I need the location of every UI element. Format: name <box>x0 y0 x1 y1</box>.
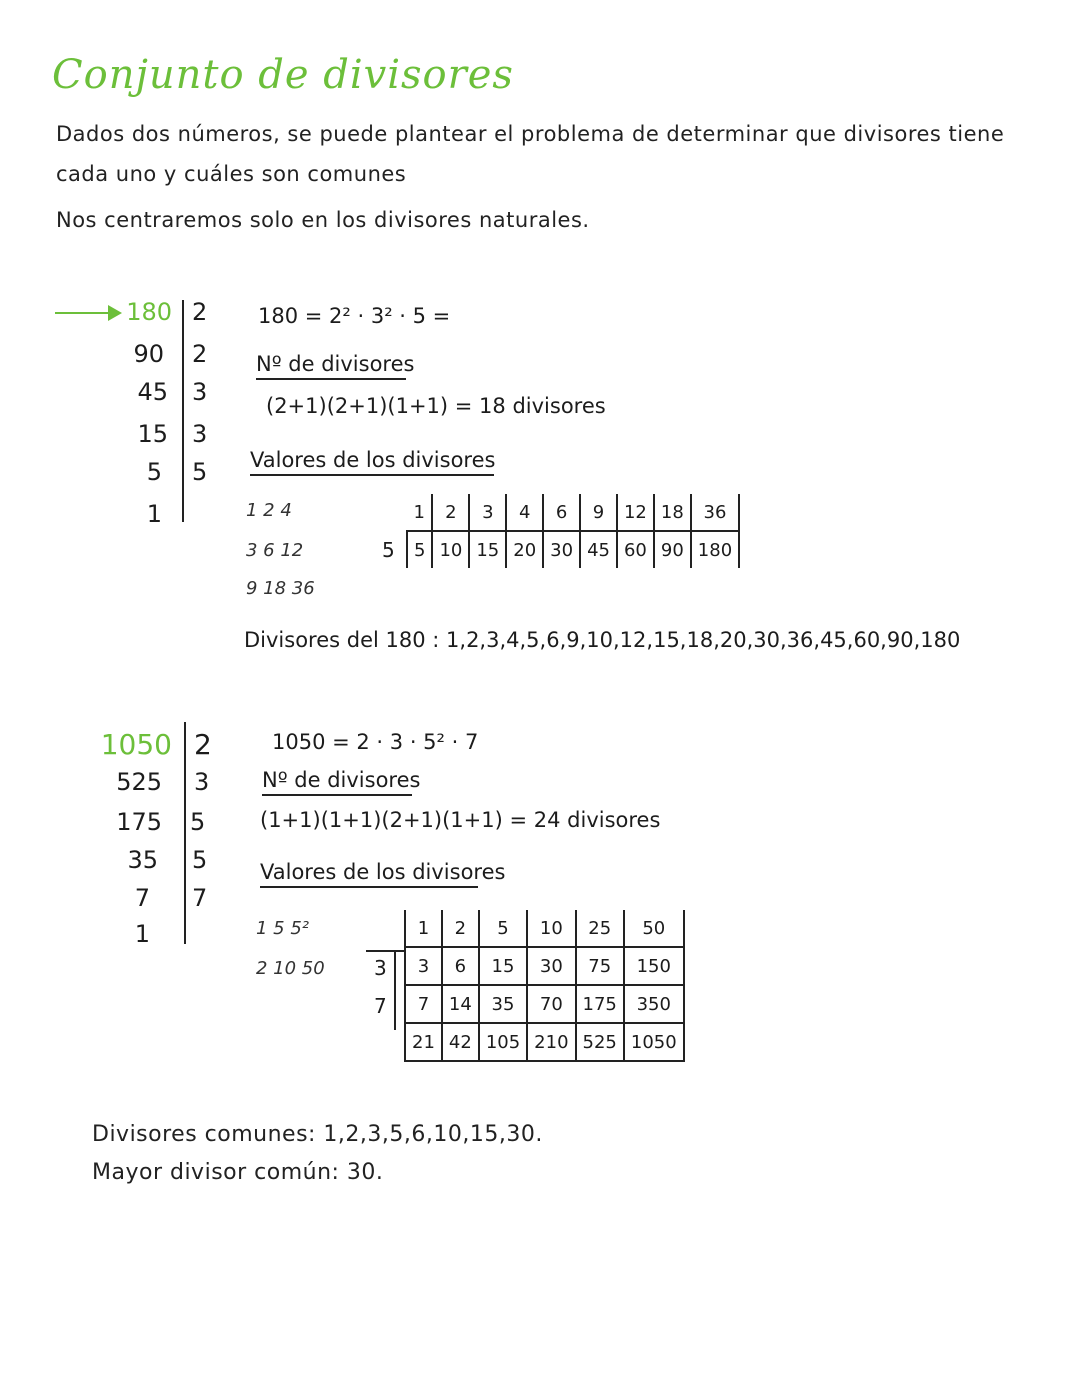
ladder-number: 35 <box>127 846 158 874</box>
ladder-factor: 3 <box>192 420 208 448</box>
table-cell: 12 <box>617 494 654 531</box>
ladder-divider <box>182 300 184 522</box>
ladder-factor: 7 <box>192 884 208 912</box>
table-cell: 15 <box>469 531 506 568</box>
divisor-table-180 <box>406 494 740 568</box>
table-cell: 10 <box>527 910 575 947</box>
table-cell: 50 <box>624 910 684 947</box>
table-cell: 20 <box>506 531 543 568</box>
table-cell: 14 <box>442 985 479 1023</box>
ladder-factor: 2 <box>192 298 208 326</box>
count-formula-180: (2+1)(2+1)(1+1) = 18 divisores <box>266 394 606 418</box>
table-rule <box>366 950 406 952</box>
ladder-factor: 3 <box>192 378 208 406</box>
table-cell: 6 <box>543 494 580 531</box>
table-cell: 150 <box>624 947 684 985</box>
table-cell: 21 <box>405 1023 442 1061</box>
table-cell: 3 <box>469 494 506 531</box>
table-cell: 1 <box>407 494 432 531</box>
ladder-number: 7 <box>134 884 150 912</box>
table-cell: 90 <box>654 531 691 568</box>
table-cell: 15 <box>479 947 527 985</box>
table-cell: 18 <box>654 494 691 531</box>
intro-line-3: Nos centraremos solo en los divisores naturales. <box>56 208 590 232</box>
table-rule <box>394 950 396 1030</box>
common-divisors: Divisores comunes: 1,2,3,5,6,10,15,30. <box>92 1122 543 1147</box>
table-cell: 10 <box>432 531 469 568</box>
page-title: Conjunto de divisores <box>52 52 514 98</box>
row-factor-1050: 3 <box>374 956 387 980</box>
table-cell: 42 <box>442 1023 479 1061</box>
scratch-line: 1 5 5² <box>256 918 310 939</box>
table-cell: 525 <box>576 1023 624 1061</box>
table-cell: 350 <box>624 985 684 1023</box>
table-cell: 2 <box>442 910 479 947</box>
ladder-number: 175 <box>116 808 162 836</box>
count-formula-1050: (1+1)(1+1)(2+1)(1+1) = 24 divisores <box>260 808 661 832</box>
table-cell: 1050 <box>624 1023 684 1061</box>
scratch-line: 1 2 4 <box>246 500 292 521</box>
values-label-180: Valores de los divisores <box>250 448 494 476</box>
table-cell: 45 <box>580 531 617 568</box>
factorization-1050: 1050 = 2 · 3 · 5² · 7 <box>272 730 479 754</box>
ladder-factor: 3 <box>194 768 210 796</box>
intro-line-1: Dados dos números, se puede plantear el problema de determinar que divisores tiene <box>56 122 1005 146</box>
table-cell: 30 <box>543 531 580 568</box>
table-cell: 105 <box>479 1023 527 1061</box>
ladder-number: 525 <box>116 768 162 796</box>
ladder-number: 180 <box>126 298 172 326</box>
ladder-number: 1050 <box>100 728 172 761</box>
table-cell: 2 <box>432 494 469 531</box>
row-factor-180: 5 <box>382 538 395 562</box>
table-cell: 5 <box>407 531 432 568</box>
ladder-factor: 2 <box>194 728 212 761</box>
table-cell: 175 <box>576 985 624 1023</box>
table-cell: 75 <box>576 947 624 985</box>
ladder-number: 5 <box>146 458 162 486</box>
row-factor-1050: 7 <box>374 994 387 1018</box>
table-cell: 210 <box>527 1023 575 1061</box>
table-cell: 7 <box>405 985 442 1023</box>
ladder-number: 45 <box>137 378 168 406</box>
ladder-factor: 5 <box>192 458 208 486</box>
table-cell: 6 <box>442 947 479 985</box>
table-cell: 60 <box>617 531 654 568</box>
intro-line-2: cada uno y cuáles son comunes <box>56 162 407 186</box>
table-cell: 36 <box>691 494 739 531</box>
ladder-number: 90 <box>133 340 164 368</box>
table-cell: 4 <box>506 494 543 531</box>
factorization-180: 180 = 2² · 3² · 5 = <box>258 304 451 328</box>
ladder-factor: 5 <box>192 846 208 874</box>
ladder-number: 1 <box>134 920 150 948</box>
scratch-line: 9 18 36 <box>246 578 315 599</box>
table-cell: 25 <box>576 910 624 947</box>
table-cell: 1 <box>405 910 442 947</box>
table-cell: 3 <box>405 947 442 985</box>
table-cell: 30 <box>527 947 575 985</box>
scratch-line: 3 6 12 <box>246 540 304 561</box>
values-label-1050: Valores de los divisores <box>260 860 478 888</box>
table-cell: 35 <box>479 985 527 1023</box>
greatest-common-divisor: Mayor divisor común: 30. <box>92 1160 384 1185</box>
ladder-number: 1 <box>146 500 162 528</box>
count-label-180: Nº de divisores <box>256 352 406 380</box>
ladder-factor: 2 <box>192 340 208 368</box>
table-cell: 5 <box>479 910 527 947</box>
ladder-factor: 5 <box>190 808 206 836</box>
table-cell: 180 <box>691 531 739 568</box>
scratch-line: 2 10 50 <box>256 958 325 979</box>
ladder-number: 15 <box>137 420 168 448</box>
divisors-result-180: Divisores del 180 : 1,2,3,4,5,6,9,10,12,15,18,20,30,36,45,60,90,180 <box>244 628 961 652</box>
table-cell: 70 <box>527 985 575 1023</box>
ladder-divider <box>184 722 186 944</box>
divisor-table-1050 <box>404 910 685 1062</box>
count-label-1050: Nº de divisores <box>262 768 412 796</box>
table-cell: 9 <box>580 494 617 531</box>
